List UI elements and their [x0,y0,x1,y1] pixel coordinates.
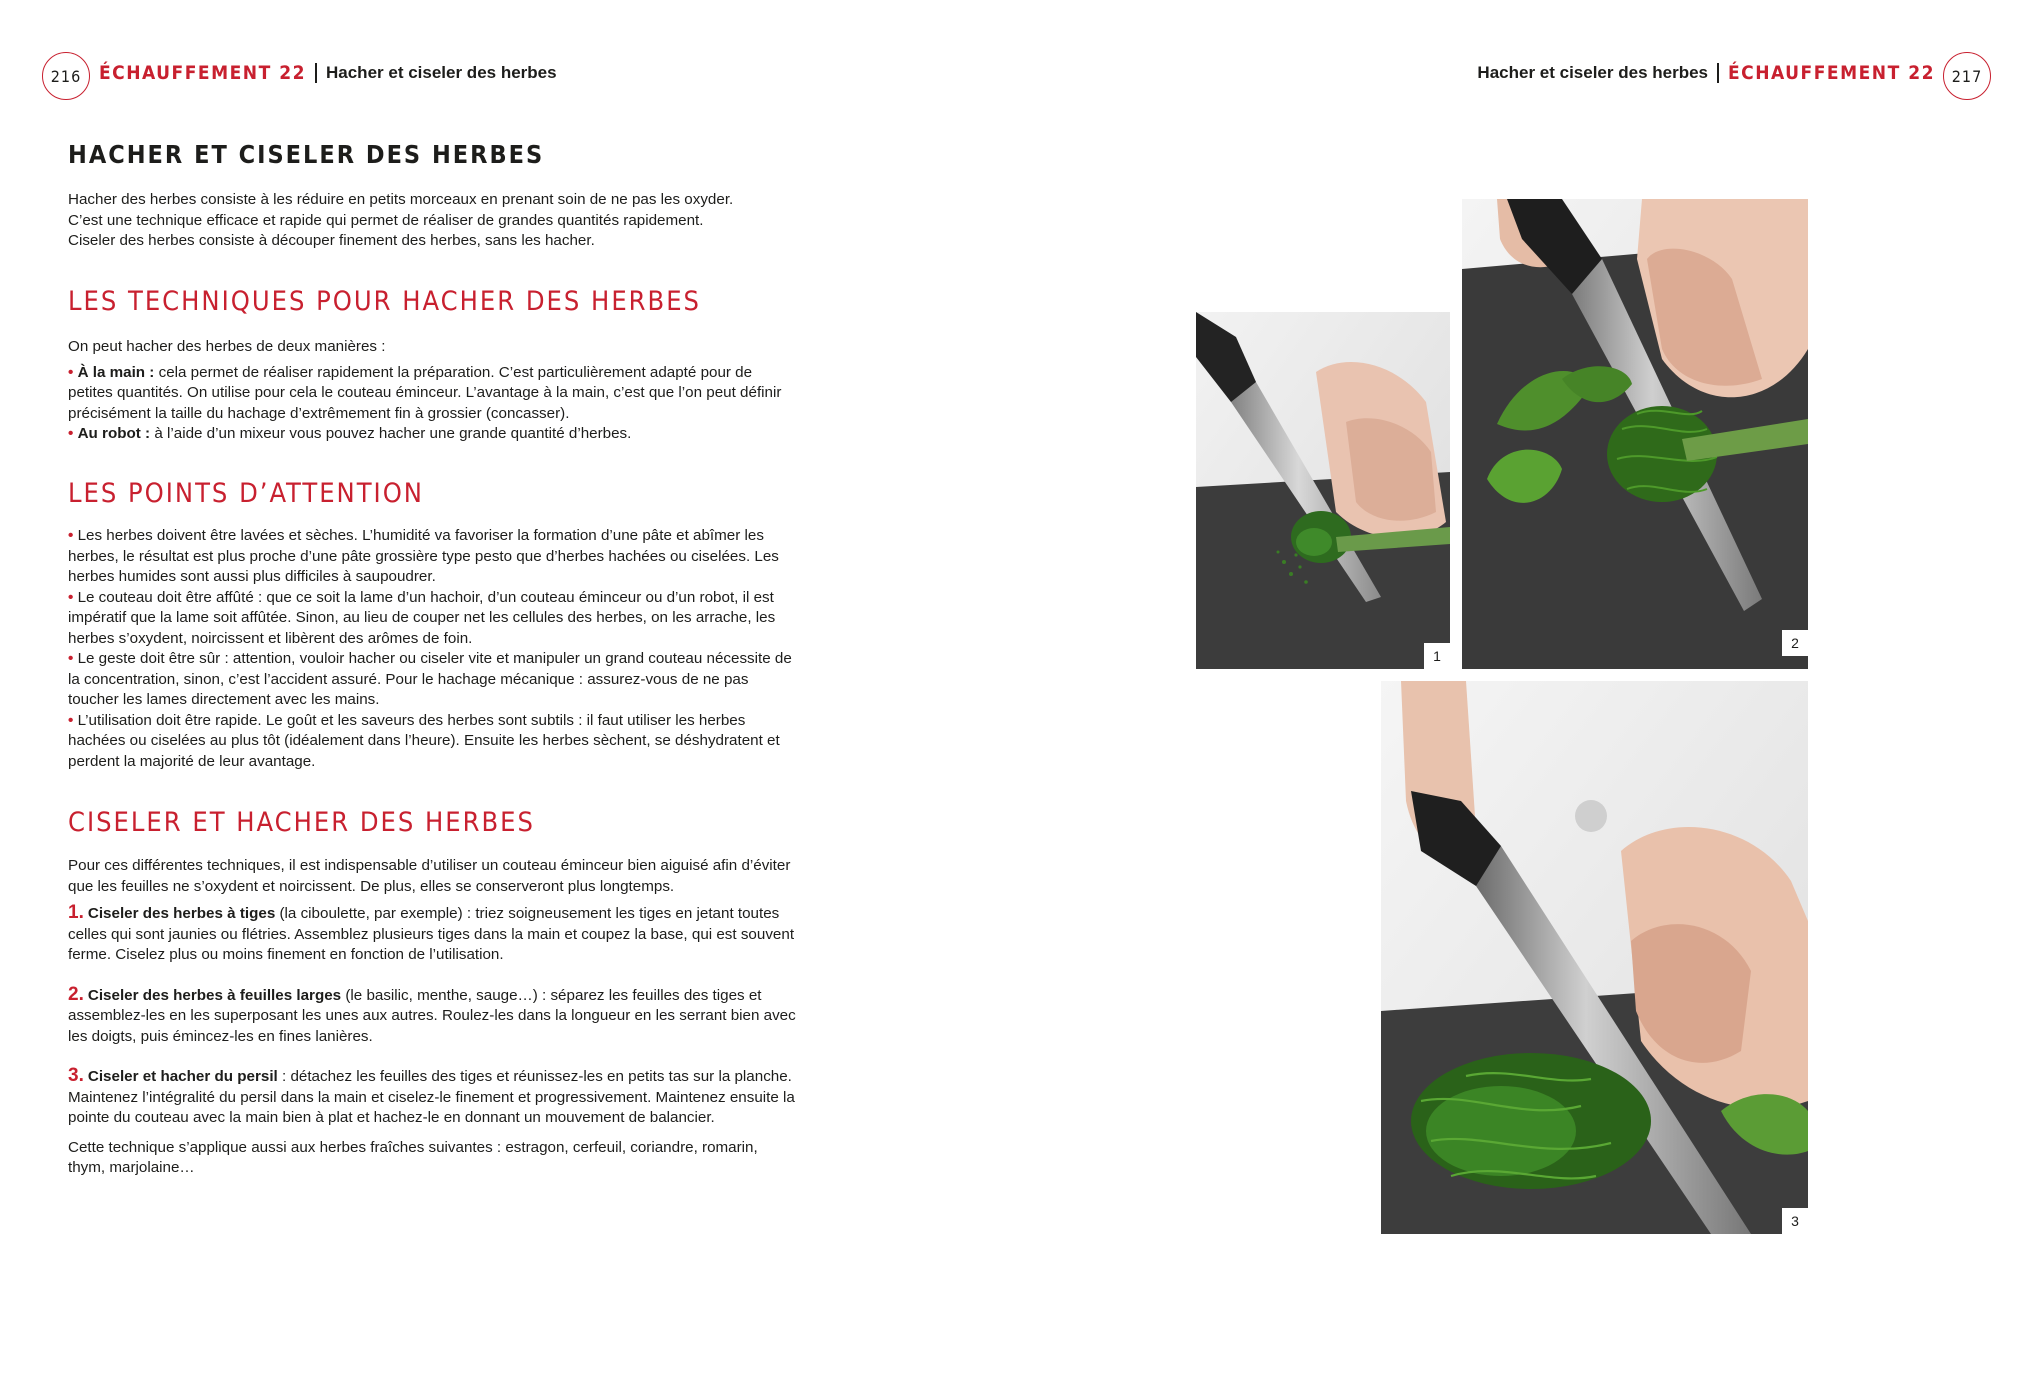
item-text: L’utilisation doit être rapide. Le goût et les saveurs des herbes sont subtils : il faut utiliser les herbes hachées ou ciselées au plus tôt (idéalement dans l’heure). Ensuite les herbes sèchent, se déshydratent et perdent la majorité de leur avantage. [68,711,780,770]
photo-3-number: 3 [1782,1208,1808,1234]
bullet: • [68,711,74,729]
intro-paragraph [68,190,798,252]
item-text: cela permet de réaliser rapidement la préparation. C’est particulièrement adapté pour de petites quantités. On utilise pour cela le couteau éminceur. L’avantage à la main, c’est que l’on peut définir précisément la taille du hachage d’extrêmement fin à grossier (concasser). [68,363,782,422]
photo-3 [1381,681,1808,1234]
step-label: Ciseler des herbes à tiges [87,905,276,922]
chapter-label-right: ÉCHAUFFEMENT 22 [1728,62,1935,84]
article-column [68,140,798,169]
item-text: à l’aide d’un mixeur vous pouvez hacher une grande quantité d’herbes. [150,425,632,442]
outro-paragraph: Cette technique s’applique aussi aux herbes fraîches suivantes : estragon, cerfeuil, coriandre, romarin, thym, marjolaine… [68,1138,758,1176]
bullet: • [68,650,74,667]
step-item [68,985,798,1048]
step-label: Ciseler des herbes à feuilles larges [87,986,342,1004]
intro-line: C’est une technique efficace et rapide qui permet de réaliser de grandes quantités rapidement. [68,211,704,229]
section-3-body [68,856,798,1179]
intro-line: Hacher des herbes consiste à les réduire en petits morceaux en prenant soin de ne pas les oxyder. [68,191,734,208]
step-number: 2. [68,983,84,1005]
step-number: 1. [68,902,84,923]
section-heading-1 [68,286,798,317]
item-text: Les herbes doivent être lavées et sèches. L’humidité va favoriser la formation d’une pâte et abîmer les herbes, le résultat est plus proche d’une pâte grossière type pesto que d’herbes hachées ou ciselées. Les herbes humides sont aussi plus difficiles à saupoudrer. [68,527,779,585]
photo-1 [1196,312,1450,669]
step-item [68,903,798,966]
list-item [68,363,798,425]
section-heading-2 [68,478,798,509]
item-text: Le couteau doit être affûté : que ce soit la lame d’un hachoir, d’un couteau éminceur ou d’un robot, il est impératif que la lame soit affûtée. Sinon, au lieu de couper net les cellules des herbes, on les arrache, les herbes s’oxydent, noircissent et libèrent des arômes de foin. [68,588,776,647]
left-running-head [99,62,557,84]
right-running-head [1477,62,1935,84]
photo-3-image [1381,681,1808,1234]
bullet: • [68,588,74,606]
section-heading-3 [68,807,798,838]
section-lead: Pour ces différentes techniques, il est indispensable d’utiliser un couteau éminceur bien aiguisé afin d’éviter que les feuilles ne s’oxydent et noircissent. De plus, elles se conserveront plus longtemps. [68,857,791,895]
step-number: 3. [68,1065,84,1086]
list-item [68,588,798,650]
list-item [68,424,798,445]
bullet: • [68,425,74,442]
photo-2-image [1462,199,1808,669]
step-label: Ciseler et hacher du persil [87,1068,278,1085]
list-item [68,649,798,711]
section-lead: On peut hacher des herbes de deux manières : [68,338,386,355]
section-1-body [68,337,798,445]
section-title: LES POINTS D’ATTENTION [68,478,424,509]
chapter-title-right: Hacher et ciseler des herbes [1477,63,1708,82]
section-title: CISELER ET HACHER DES HERBES [68,807,535,838]
section-title: LES TECHNIQUES POUR HACHER DES HERBES [68,286,701,317]
item-text: Le geste doit être sûr : attention, vouloir hacher ou ciseler vite et manipuler un grand couteau nécessite de la concentration, sinon, c’est l’accident assuré. Pour le hachage mécanique : assurez-vous de ne pas toucher les lames directement avec les mains. [68,650,792,708]
chapter-label: ÉCHAUFFEMENT 22 [99,62,306,84]
intro-line: Ciseler des herbes consiste à découper finement des herbes, sans les hacher. [68,232,595,249]
step-text: (le basilic, menthe, sauge…) : séparez les feuilles des tiges et assemblez-les en les superposant les unes aux autres. Roulez-les dans la longueur en les serrant bien avec les doigts, puis émincez-les en fines lanières. [68,986,796,1045]
left-page-number: 216 [42,52,90,100]
photo-1-image [1196,312,1450,669]
right-page-number: 217 [1943,52,1991,100]
step-text: : détachez les feuilles des tiges et réunissez-les en petits tas sur la planche. Maintenez l’intégralité du persil dans la main et ciselez-le finement et progressivement. Maintenez ensuite la pointe du couteau avec la main bien à plat et hachez-le en donnant un mouvement de balancier. [68,1068,795,1126]
item-label: Au robot : [77,425,151,442]
step-text: (la ciboulette, par exemple) : triez soigneusement les tiges en jetant toutes celles qui sont jaunies ou flétries. Assemblez plusieurs tiges dans la main et coupez la base, qui est souvent ferme. Ciselez plus ou moins finement en fonction de l’utilisation. [68,905,795,963]
list-item [68,526,798,588]
list-item [68,711,798,773]
bullet: • [68,363,74,381]
header-divider-right [1717,63,1719,83]
step-item [68,1066,798,1129]
photo-2-number: 2 [1782,630,1808,656]
chapter-title: Hacher et ciseler des herbes [326,63,557,82]
article-title: HACHER ET CISELER DES HERBES [68,140,545,169]
photo-1-number: 1 [1424,643,1450,669]
photo-2 [1462,199,1808,669]
bullet: • [68,527,74,544]
item-label: À la main : [77,363,155,381]
header-divider [315,63,317,83]
section-2-body [68,526,798,772]
